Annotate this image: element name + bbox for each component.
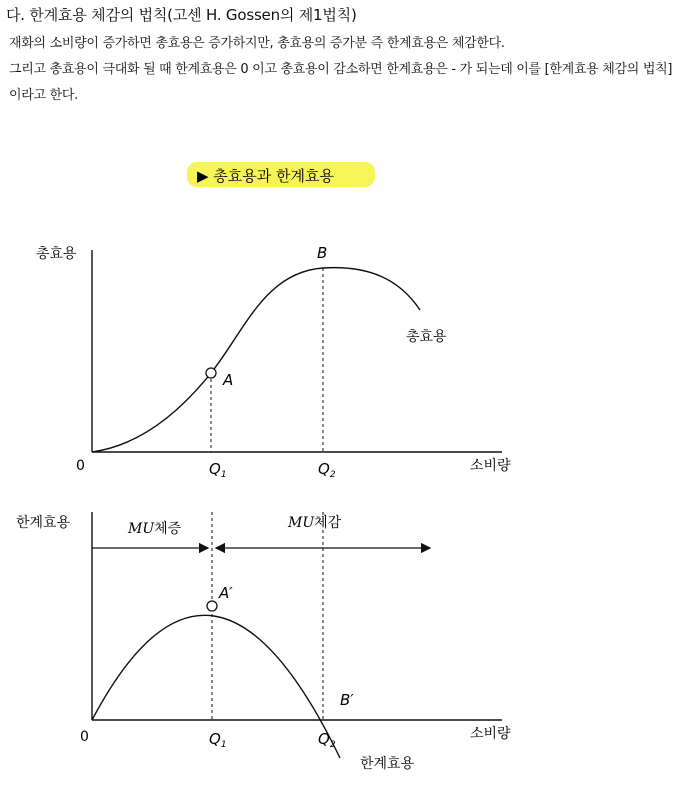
point-b-prime-label: B′	[340, 691, 354, 709]
top-q2-label: $Q_2$	[318, 460, 336, 480]
total-utility-curve	[92, 268, 420, 452]
top-q1-label: $Q_1$	[209, 460, 227, 480]
bottom-q2-label: $Q_2$	[318, 730, 336, 750]
bottom-y-axis-label: 한계효용	[16, 515, 71, 531]
top-x-axis-label: 소비량	[470, 458, 511, 474]
top-y-axis-label: 총효용	[36, 246, 77, 262]
point-a-prime-label: A′	[219, 584, 233, 602]
point-a-label: A	[223, 371, 234, 389]
bottom-x-axis-label: 소비량	[470, 726, 511, 742]
total-utility-curve-label: 총효용	[406, 329, 447, 345]
top-origin-label: 0	[76, 458, 85, 474]
point-a-marker	[206, 368, 216, 378]
marginal-utility-graph	[16, 512, 511, 772]
figure-caption: ▶ 총효용과 한계효용	[197, 167, 334, 185]
mu-decrease-label: MU체감	[288, 515, 342, 531]
marginal-utility-curve-label: 한계효용	[360, 756, 415, 772]
bottom-q1-label: $Q_1$	[209, 730, 227, 750]
point-a-prime-marker	[207, 601, 217, 611]
section-heading: 다. 한계효용 체감의 법칙(고센 H. Gossen의 제1법칙)	[6, 6, 357, 24]
paragraph-1: 재화의 소비량이 증가하면 총효용은 증가하지만, 총효용의 증가분 즉 한계효용은 체감한다.	[9, 36, 505, 51]
total-utility-graph	[36, 244, 511, 480]
point-b-label: B	[317, 244, 328, 262]
paragraph-2: 그리고 총효용이 극대화 될 때 한계효용은 0 이고 총효용이 감소하면 한계효용은 - 가 되는데 이를 [한계효용 체감의 법칙]이라고 한다.	[9, 62, 673, 103]
mu-increase-label: MU체증	[128, 521, 182, 537]
bottom-origin-label: 0	[80, 729, 89, 745]
